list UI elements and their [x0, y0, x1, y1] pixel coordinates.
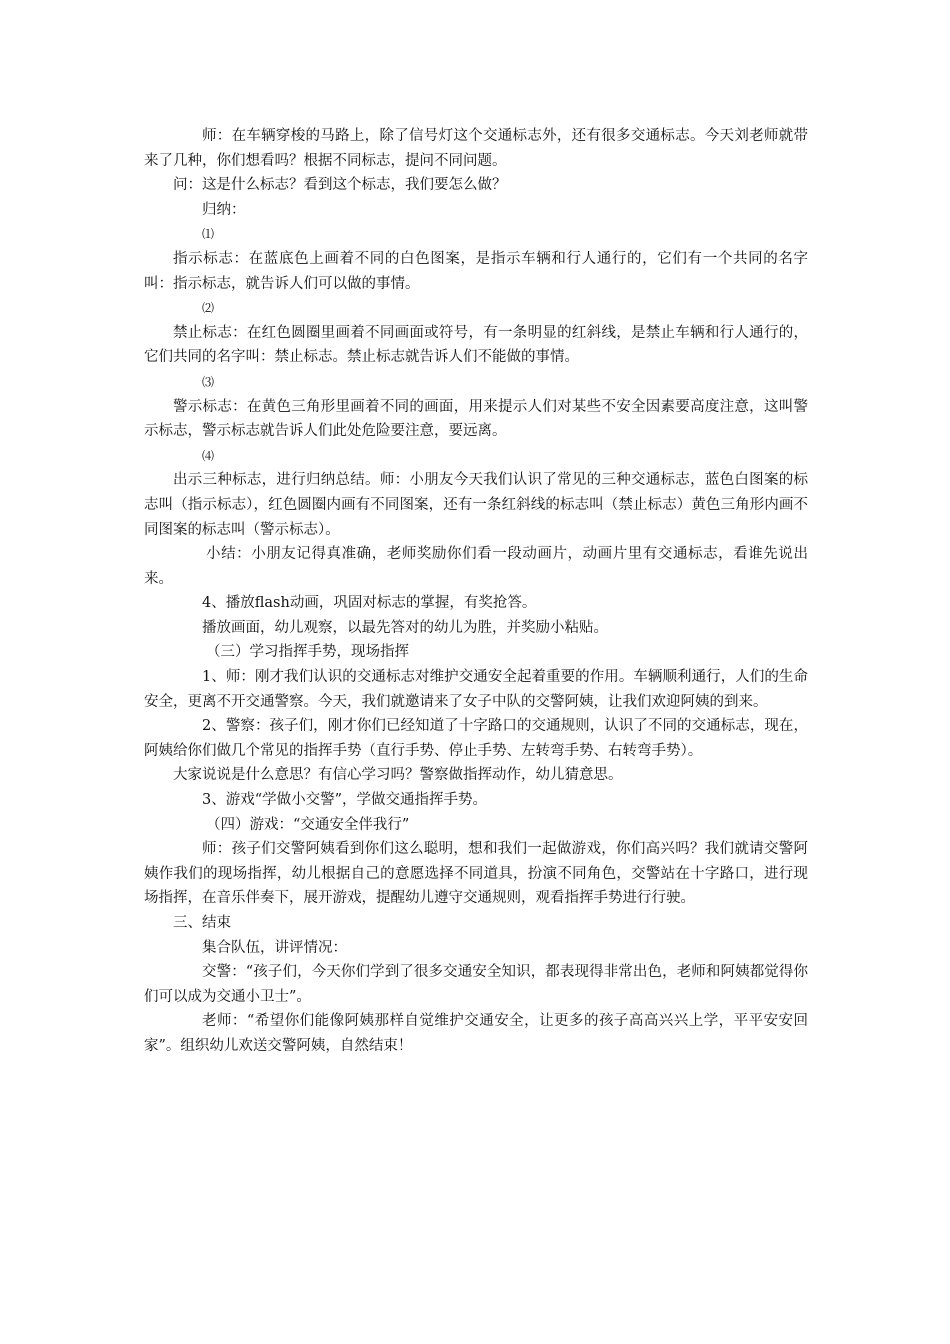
- paragraph: 大家说说是什么意思？有信心学习吗？警察做指挥动作，幼儿猜意思。: [173, 767, 623, 784]
- paragraph: 师：在车辆穿梭的马路上，除了信号灯这个交通标志外，还有很多交通标志。今天刘老师就带来了几种，你们想看吗？根据不同标志，提问不同问题。: [144, 128, 808, 169]
- section-heading: （四）游戏：“交通安全伴我行”: [206, 816, 410, 833]
- list-number: ⑴: [202, 227, 215, 242]
- paragraph: 老师：“希望你们能像阿姨那样自觉维护交通安全，让更多的孩子高高兴兴上学，平平安安回家”。组织幼儿欢送交警阿姨，自然结束！: [144, 1013, 808, 1054]
- paragraph: 归纳：: [202, 201, 246, 218]
- section-heading: 三、结束: [173, 915, 231, 931]
- paragraph: 禁止标志：在红色圆圈里画着不同画面或符号，有一条明显的红斜线，是禁止车辆和行人通行的，它们共同的名字叫：禁止标志。禁止标志就告诉人们不能做的事情。: [144, 324, 808, 366]
- list-number: ⑷: [202, 448, 215, 463]
- paragraph: 师：孩子们交警阿姨看到你们这么聪明，想和我们一起做游戏，你们高兴吗？我们就请交警阿姨作我们的现场指挥，幼儿根据自己的意愿选择不同道具，扮演不同角色，交警站在十字路口，进行现场指挥，在音乐伴奏下，展开游戏，提醒幼儿遵守交通规则，观看指挥手势进行行驶。: [144, 841, 808, 907]
- paragraph: 播放画面，幼儿观察，以最先答对的幼儿为胜，并奖励小粘贴。: [202, 619, 608, 636]
- paragraph: 指示标志：在蓝底色上画着不同的白色图案，是指示车辆和行人通行的，它们有一个共同的名字叫：指示标志，就告诉人们可以做的事情。: [144, 250, 808, 292]
- paragraph: 集合队伍，讲评情况：: [202, 939, 347, 956]
- paragraph: 3、游戏“学做小交警”，学做交通指挥手势。: [202, 792, 488, 809]
- document-page: [144, 124, 808, 1059]
- list-number: ⑵: [202, 301, 215, 316]
- list-number: ⑶: [202, 374, 215, 389]
- paragraph: 4、播放flash动画，巩固对标志的掌握，有奖抢答。: [202, 595, 537, 612]
- paragraph: 2、警察：孩子们，刚才你们已经知道了十字路口的交通规则，认识了不同的交通标志，现在，阿姨给你们做几个常见的指挥手势（直行手势、停止手势、左转弯手势、右转弯手势）。: [144, 718, 808, 759]
- paragraph: 小结：小朋友记得真准确，老师奖励你们看一段动画片，动画片里有交通标志，看谁先说出来。: [144, 546, 808, 587]
- paragraph: 交警：“孩子们，今天你们学到了很多交通安全知识，都表现得非常出色，老师和阿姨都觉得你们可以成为交通小卫士”。: [144, 964, 808, 1005]
- paragraph: 问：这是什么标志？看到这个标志，我们要怎么做？: [173, 177, 507, 194]
- paragraph: 出示三种标志，进行归纳总结。师：小朋友今天我们认识了常见的三种交通标志，蓝色白图案的标志叫（指示标志），红色圆圈内画有不同图案，还有一条红斜线的标志叫（禁止标志）黄色三角形内画不同图案的标志叫（警示标志）。: [144, 472, 808, 538]
- paragraph: 警示标志：在黄色三角形里画着不同的画面，用来提示人们对某些不安全因素要高度注意，这叫警示标志，警示标志就告诉人们此处危险要注意，要远离。: [144, 398, 808, 440]
- paragraph: 1、师：刚才我们认识的交通标志对维护交通安全起着重要的作用。车辆顺利通行，人们的生命安全，更离不开交通警察。今天，我们就邀请来了女子中队的交警阿姨，让我们欢迎阿姨的到来。: [144, 669, 808, 710]
- section-heading: （三）学习指挥手势，现场指挥: [206, 644, 409, 661]
